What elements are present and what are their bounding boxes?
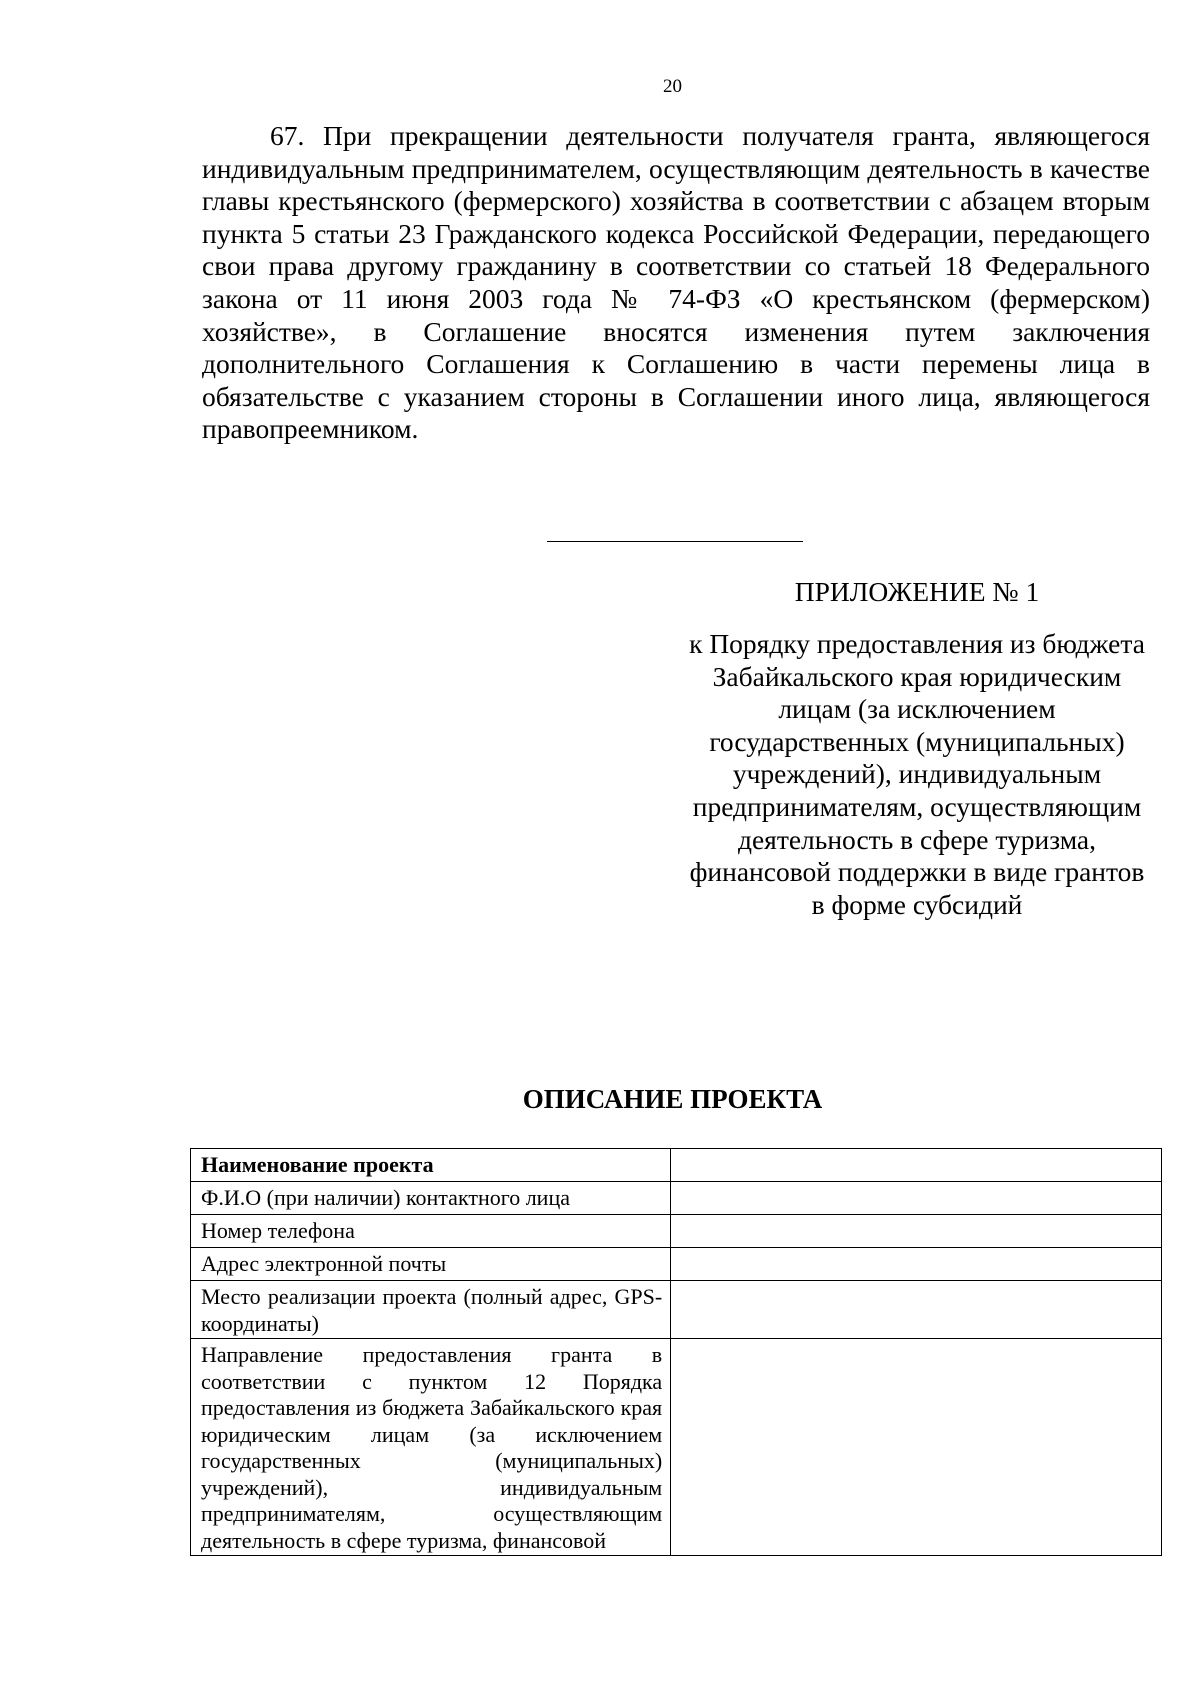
row-value-contact-person[interactable] (671, 1182, 1162, 1215)
row-label-contact-person: Ф.И.О (при наличии) контактного лица (191, 1182, 671, 1215)
project-description-table (190, 1148, 1162, 1556)
table-row (191, 1339, 1162, 1556)
row-value-project-name[interactable] (671, 1149, 1162, 1182)
paragraph-67: 67. При прекращении деятельности получателя гранта, являющегося индивидуальным предпринимателем, осуществляющим деятельность в качестве главы крестьянского (фермерского) хозяйства в соответствии с абзацем вторым пункта 5 статьи 23 Гражданского кодекса Российской Федерации, передающего свои права другому гражданину в соответствии со статьей 18 Федерального закона от 11 июня 2003 года № 74-ФЗ «О крестьянском (фермерском) хозяйстве», в Соглашение вносятся изменения путем заключения дополнительного Соглашения к Соглашению в части перемены лица в обязательстве с указанием стороны в Соглашении иного лица, являющегося правопреемником. (202, 120, 1150, 445)
page-number: 20 (663, 76, 682, 97)
table-row (191, 1149, 1162, 1182)
appendix-text: к Порядку предоставления из бюджета Забайкальского края юридическим лицам (за исключением государственных (муниципальных) учреждений), индивидуальным предпринимателям, осуществляющим деятельность в сфере туризма, финансовой поддержки в виде грантов в форме субсидий (689, 628, 1145, 920)
row-value-location[interactable] (671, 1281, 1162, 1339)
row-value-phone[interactable] (671, 1215, 1162, 1248)
section-divider (547, 541, 803, 542)
table-row (191, 1182, 1162, 1215)
row-label-phone: Номер телефона (191, 1215, 671, 1248)
row-label-email: Адрес электронной почты (191, 1248, 671, 1281)
row-label-project-name: Наименование проекта (191, 1149, 671, 1182)
table-row (191, 1281, 1162, 1339)
row-value-grant-direction[interactable] (671, 1339, 1162, 1556)
row-label-grant-direction: Направление предоставления гранта в соответствии с пунктом 12 Порядка предоставления из бюджета Забайкальского края юридическим лицам (за исключением государственных (муниципальных) учреждений), индивидуальным предпринимателям, осуществляющим деятельность в сфере туризма, финансовой (191, 1339, 671, 1556)
row-label-location: Место реализации проекта (полный адрес, GPS-координаты) (191, 1281, 671, 1339)
table-row (191, 1215, 1162, 1248)
table-row (191, 1248, 1162, 1281)
row-value-email[interactable] (671, 1248, 1162, 1281)
appendix-title: ПРИЛОЖЕНИЕ № 1 (794, 576, 1040, 607)
section-title: ОПИСАНИЕ ПРОЕКТА (522, 1084, 823, 1114)
